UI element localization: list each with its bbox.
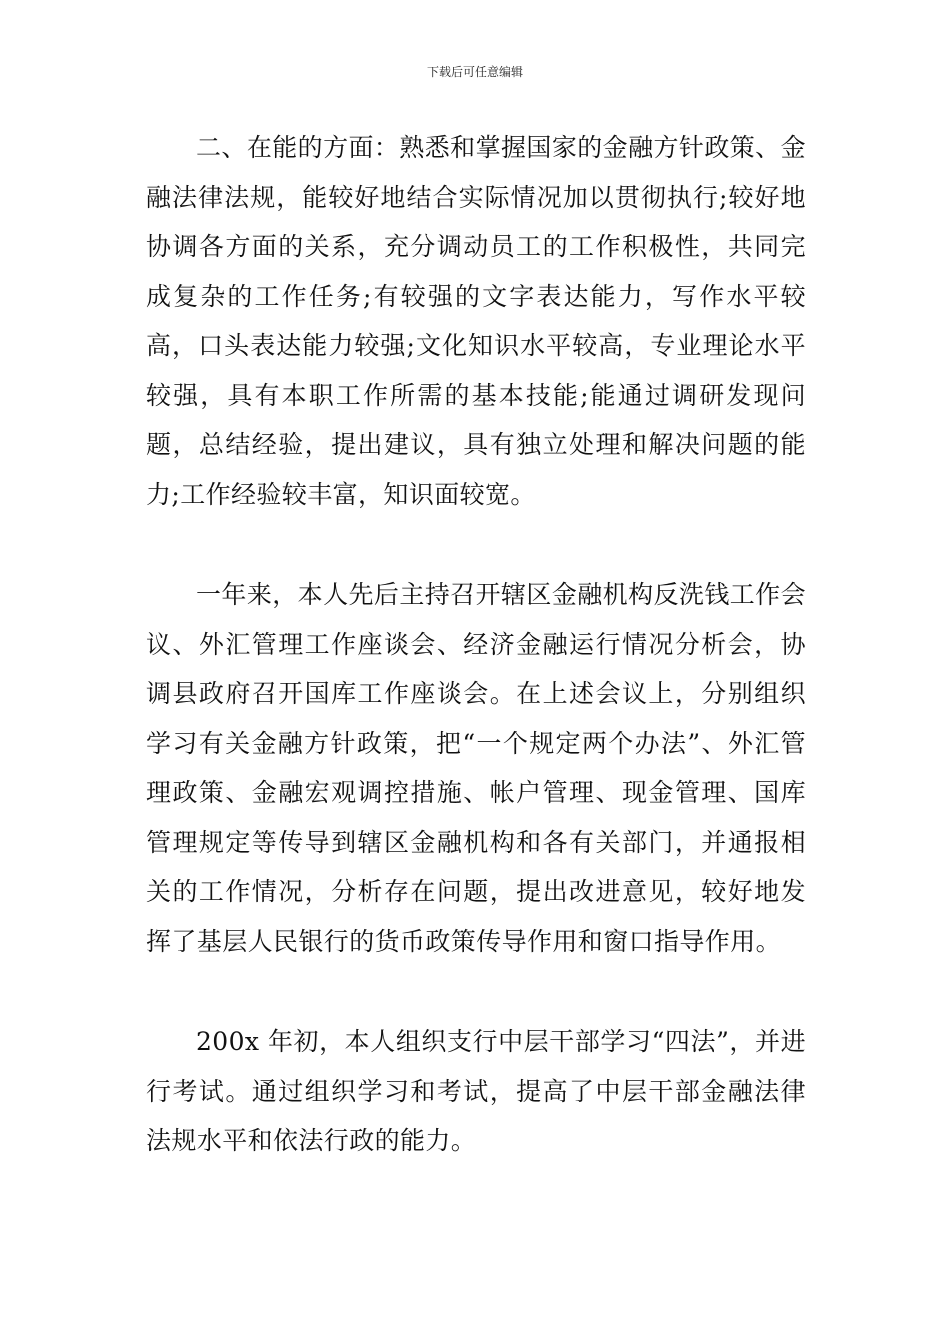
paragraph-abilities: 二、在能的方面：熟悉和掌握国家的金融方针政策、金融法律法规，能较好地结合实际情况加以贯彻执行;较好地协调各方面的关系，充分调动员工的工作积极性，共同完成复杂的工作任务;有较强的文字表达能力，写作水平较高，口头表达能力较强;文化知识水平较高，专业理论水平较强，具有本职工作所需的基本技能;能通过调研发现问题，总结经验，提出建议，具有独立处理和解决问题的能力;工作经验较丰富，知识面较宽。 (146, 133, 806, 509)
page-header: 下载后可任意编辑 (426, 65, 523, 79)
paragraph-meetings: 一年来，本人先后主持召开辖区金融机构反洗钱工作会议、外汇管理工作座谈会、经济金融运行情况分析会，协调县政府召开国库工作座谈会。在上述会议上，分别组织学习有关金融方针政策，把“一个规定两个办法”、外汇管理政策、金融宏观调控措施、帐户管理、现金管理、国库管理规定等传导到辖区金融机构和各有关部门，并通报相关的工作情况，分析存在问题，提出改进意见，较好地发挥了基层人民银行的货币政策传导作用和窗口指导作用。 (146, 580, 806, 956)
paragraph-training: 200x 年初，本人组织支行中层干部学习“四法”，并进行考试。通过组织学习和考试，提高了中层干部金融法律法规水平和依法行政的能力。 (146, 1027, 806, 1155)
document-body (146, 123, 806, 1166)
